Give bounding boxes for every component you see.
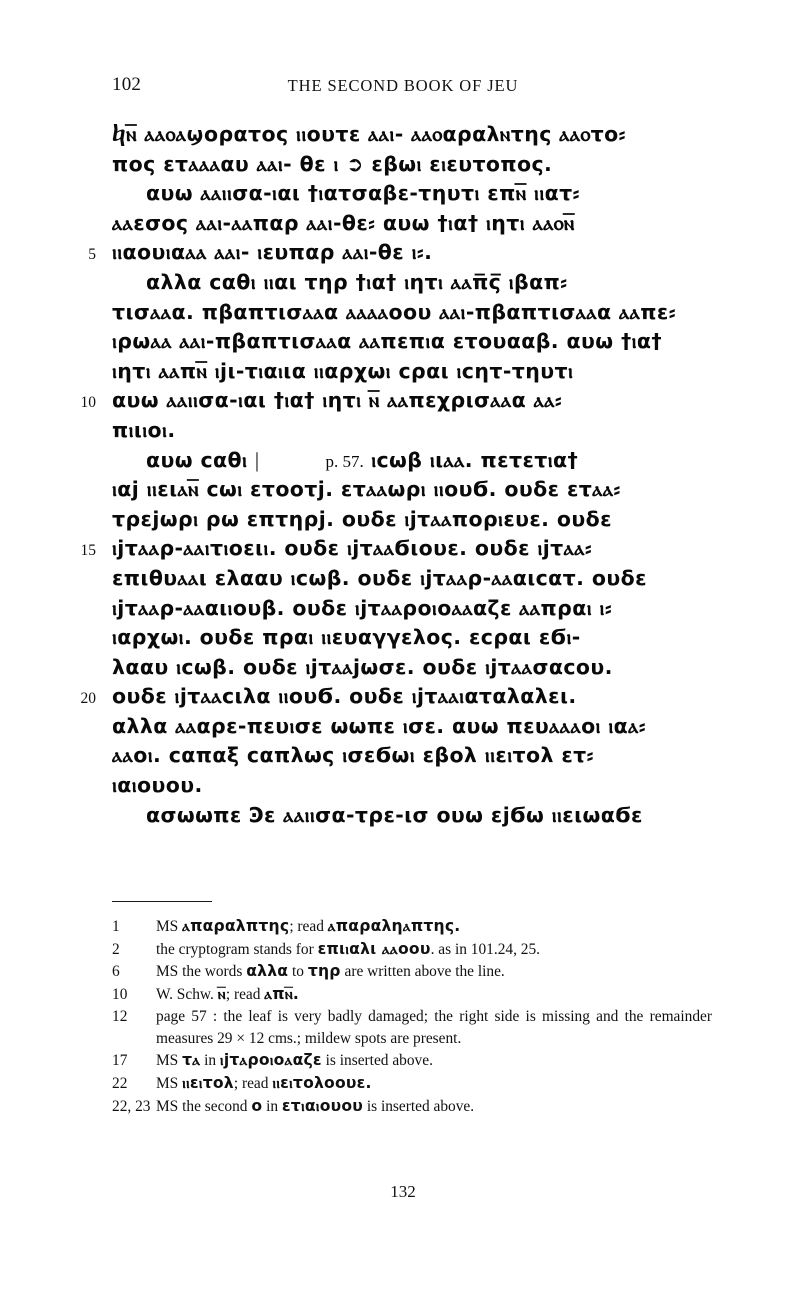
footnote-text — [156, 1006, 712, 1049]
coptic-line-text: αυω ⲁⲁⲓⲓσα-ⲓαι †ⲓατσαβε-τηυτⲓ επⲛ̅ ⲓⲓατ⸗ — [146, 181, 580, 206]
text-line — [80, 684, 712, 716]
footnote-entry — [112, 984, 712, 1005]
text-line — [88, 240, 712, 272]
text-line — [112, 183, 712, 213]
footnote-line-reference: 1 — [112, 918, 120, 935]
footnote-entry — [112, 961, 712, 982]
text-line — [112, 802, 712, 835]
footnote-roman-segment: MS the second — [156, 1097, 252, 1115]
coptic-line-text: ⲓητⲓ ⲁⲁπⲛ̅ ⲓϳι-τⲓαⲓια ⲓⲓαρχωⲓ ϲραι ⲓϲητ-τηυτⲓ — [112, 358, 574, 383]
text-line — [112, 654, 712, 687]
footnote-line-reference: 12 — [112, 1008, 128, 1026]
text-line — [112, 299, 712, 332]
footnote-coptic-segment: αλλα — [246, 962, 289, 981]
coptic-line-text: τισⲁⲁα. πβαπτισⲁⲁα ⲁⲁⲁⲁοου ⲁⲁⲓ-πβαπτισⲁⲁα ⲁⲁπε⸗ — [112, 299, 676, 324]
text-line — [112, 210, 712, 243]
line-number: 10 — [80, 394, 96, 412]
footnote-line-reference: 10 — [112, 985, 128, 1003]
running-head — [112, 74, 694, 96]
coptic-line-text: ⲓαρχωⲓ. ουδε πραⲓ ⲓⲓευαγγελος. εϲραι εϬⲓ- — [112, 625, 581, 650]
line-number: 15 — [80, 542, 96, 560]
footnote-coptic-segment: τⲁ — [182, 1051, 201, 1070]
column-break-bar: | — [254, 447, 260, 472]
text-line — [80, 388, 712, 420]
footnote-roman-segment: to — [288, 963, 308, 981]
text-line — [112, 358, 712, 391]
manuscript-page-reference: p. 57. — [325, 451, 364, 471]
text-line — [112, 745, 712, 775]
text-line — [112, 269, 712, 302]
page-footer — [0, 1182, 806, 1202]
footnote-line-reference: 22, 23 — [112, 1097, 151, 1115]
footnote-coptic-segment: ⲛ̅ — [217, 984, 226, 1003]
coptic-line-text: ⲓⲓαουⲓαⲁⲁ ⲁⲁⲓ- ⲓευπαρ ⲁⲁⲓ-θε ⲓ⸗. — [112, 240, 433, 265]
coptic-line-text: πⲓιⲓοⲓ. — [112, 417, 176, 442]
footnote-roman-segment: in — [200, 1052, 220, 1070]
text-line — [112, 775, 712, 805]
footnote-roman-segment: in — [262, 1097, 282, 1115]
text-line — [112, 506, 712, 539]
footnote-coptic-segment: ⲓϳτⲁροⲓοⲁαζε — [219, 1051, 322, 1070]
text-line — [112, 627, 712, 657]
footnote-text — [156, 1096, 712, 1117]
footnote-coptic-segment: ⲓⲓεⲓτολοουε. — [272, 1073, 372, 1092]
footnote-coptic-segment: ⲁπⲛ̅. — [264, 984, 300, 1003]
coptic-line-text: ⲓαϳ ⲓⲓειⲁⲛ̅ ϲωⲓ ετοοτϳ. ετⲁⲁωρⲓ ⲓⲓουϬ. ουδε ετⲁⲁ⸗ — [112, 477, 621, 502]
coptic-line-text: αλλα ϲαθⲓ ⲓⲓαι τηρ †ⲓα† ⲓητⲓ ⲁⲁπ̅ς̅ ⲓβαπ⸗ — [146, 269, 568, 294]
footnote-roman-segment: ; read — [289, 918, 328, 935]
coptic-line-text: ασωωπε Ͽε ⲁⲁⲓⲓσα-τρε-ισ ουω εϳϬω ⲓⲓειωαϬε — [146, 802, 643, 827]
footnote-entry — [112, 1006, 712, 1049]
text-line — [112, 479, 712, 509]
footnote-entry — [112, 1096, 712, 1117]
footnote-text — [156, 984, 712, 1005]
footnote-entry — [112, 1073, 712, 1094]
text-line — [112, 447, 712, 480]
text-line — [80, 536, 712, 568]
line-number: 5 — [88, 246, 96, 264]
page-title: THE SECOND BOOK OF JEU — [287, 76, 519, 95]
coptic-segment: αυω ϲαθⲓ — [146, 447, 255, 472]
coptic-line-text — [112, 448, 578, 472]
footnote-roman-segment: the cryptogram stands for — [156, 940, 318, 958]
coptic-line-text: τρεϳωρⲓ ρω επτηρϳ. ουδε ⲓϳτⲁⲁπορⲓευε. ουδε — [112, 506, 612, 531]
footnote-roman-segment: MS — [156, 1074, 183, 1092]
footnote-roman-segment: ; read — [225, 985, 265, 1003]
footnote-coptic-segment: ετⲓαⲓουου — [281, 1096, 363, 1115]
footnote-roman-segment: is inserted above. — [321, 1052, 433, 1070]
coptic-line-text: επιθυⲁⲁι ελααυ ⲓϲωβ. ουδε ⲓϳτⲁⲁρ-ⲁⲁαιϲατ. ουδε — [112, 565, 647, 590]
text-line — [112, 713, 712, 746]
text-line — [112, 331, 712, 361]
footnote-entry — [112, 939, 712, 960]
coptic-line-text: ⲓαⲓουου. — [112, 773, 203, 798]
footnote-text — [156, 1050, 712, 1071]
book-page-number: 132 — [390, 1182, 416, 1201]
footnote-line-reference: 6 — [112, 963, 120, 981]
manuscript-folio-number: 102 — [112, 74, 142, 95]
footnote-coptic-segment: ⲁπαραλπτης — [182, 917, 290, 935]
coptic-line-text: ⲓρωⲁⲁ ⲁⲁⲓ-πβαπτισⲁⲁα ⲁⲁπεπⲓα ετουααβ. αυω †ⲓα† — [112, 329, 663, 354]
footnote-coptic-segment: επιⲓαλι ⲁⲁοου — [317, 939, 431, 958]
footnote-roman-segment: are written above the line. — [340, 963, 505, 981]
footnote-text — [156, 916, 712, 937]
footnote-line-reference: 2 — [112, 940, 120, 958]
text-line — [112, 595, 712, 628]
coptic-line-text: ⲓϳτⲁⲁρ-ⲁⲁⲓτⲓοειⲓ. ουδε ⲓϳτⲁⲁϬιουε. ουδε ⲓϳτⲁⲁ⸗ — [112, 536, 593, 561]
text-line — [112, 151, 712, 184]
footnote-apparatus — [112, 916, 712, 1118]
coptic-line-text: ⲁⲁοⲓ. ϲαπαξ ϲαπλως ⲓσεϬωⲓ εβολ ⲓⲓεⲓτολ ετ⸗ — [112, 743, 594, 768]
footnote-roman-segment: MS — [156, 1052, 183, 1070]
footnote-roman-segment: MS the words — [156, 963, 247, 981]
footnote-line-reference: 17 — [112, 1052, 128, 1070]
coptic-line-text: ⲁⲁεσος ⲁⲁⲓ-ⲁⲁπαρ ⲁⲁⲓ-θε⸗ αυω †ⲓα† ⲓητⲓ ⲁⲁⲟⲛ̅ — [112, 210, 575, 235]
footnote-roman-segment: MS — [156, 918, 183, 935]
footnote-coptic-segment: τηρ — [307, 962, 341, 981]
footnote-text — [156, 939, 712, 960]
footnote-divider — [112, 901, 212, 902]
coptic-line-text: ⲓϳτⲁⲁρ-ⲁⲁαιⲓουβ. ουδε ⲓϳτⲁⲁροⲓοⲁⲁαζε ⲁⲁπραⲓ ⲓ⸗ — [112, 595, 613, 620]
coptic-line-text: αλλα ⲁⲁαρε-πευⲓσε ωωπε ⲓσε. αυω πευⲁⲁⲁοⲓ ⲓαⲁ⸗ — [112, 713, 646, 738]
footnote-coptic-segment: ⲁπαραληⲁπτης. — [327, 917, 461, 935]
coptic-line-text: αυω ⲁⲁⲓⲓσα-ⲓαι †ⲓα† ⲓητⲓ ⲛ̅ ⲁⲁπεχρισⲁⲁα ⲁⲁ⸗ — [112, 388, 563, 413]
text-line — [112, 124, 712, 154]
footnote-roman-segment: W. Schw. — [156, 985, 218, 1003]
coptic-line-text: λααυ ⲓϲωβ. ουδε ⲓϳτⲁⲁϳωσε. ουδε ⲓϳτⲁⲁσαϲου. — [112, 654, 613, 679]
footnote-roman-segment: page 57 : the leaf is very badly damaged; the right side is missing and the remainder measures 29 × 12 cms.; mildew spots are present. — [156, 1008, 712, 1047]
coptic-line-text: ⴉⲛ̅ ⲁⲁⲟⲁϣορατος ⲓⲓουτε ⲁⲁⲓ- ⲁⲁⲟαραλⲛτης ⲁⲁⲟτο⸗ — [112, 122, 626, 146]
coptic-line-text: πος ετⲁⲁⲁαυ ⲁⲁⲓ- θε ⲓ ➲ εβωⲓ εⲓευτοπος. — [112, 151, 553, 176]
footnote-roman-segment: . as in 101.24, 25. — [430, 940, 541, 958]
text-line — [112, 417, 712, 450]
coptic-segment: ⲓϲωβ ⲓιⲁⲁ. πετετⲓα† — [363, 447, 579, 472]
footnote-coptic-segment: ⲓⲓεⲓτολ — [182, 1073, 234, 1092]
footnote-entry — [112, 916, 712, 937]
coptic-text-block — [80, 122, 712, 834]
footnote-line-reference: 22 — [112, 1074, 128, 1092]
footnote-text — [156, 1073, 712, 1094]
footnote-text — [156, 961, 712, 982]
footnote-roman-segment: is inserted above. — [362, 1097, 475, 1115]
footnote-coptic-segment: ο — [251, 1096, 263, 1115]
line-number: 20 — [80, 690, 96, 708]
footnote-entry — [112, 1050, 712, 1071]
footnote-roman-segment: ; read — [233, 1074, 273, 1092]
coptic-line-text: ουδε ⲓϳτⲁⲁϲιλα ⲓⲓουϬ. ουδε ⲓϳτⲁⲁⲓαταλαλει. — [112, 684, 577, 709]
text-line — [112, 565, 712, 598]
